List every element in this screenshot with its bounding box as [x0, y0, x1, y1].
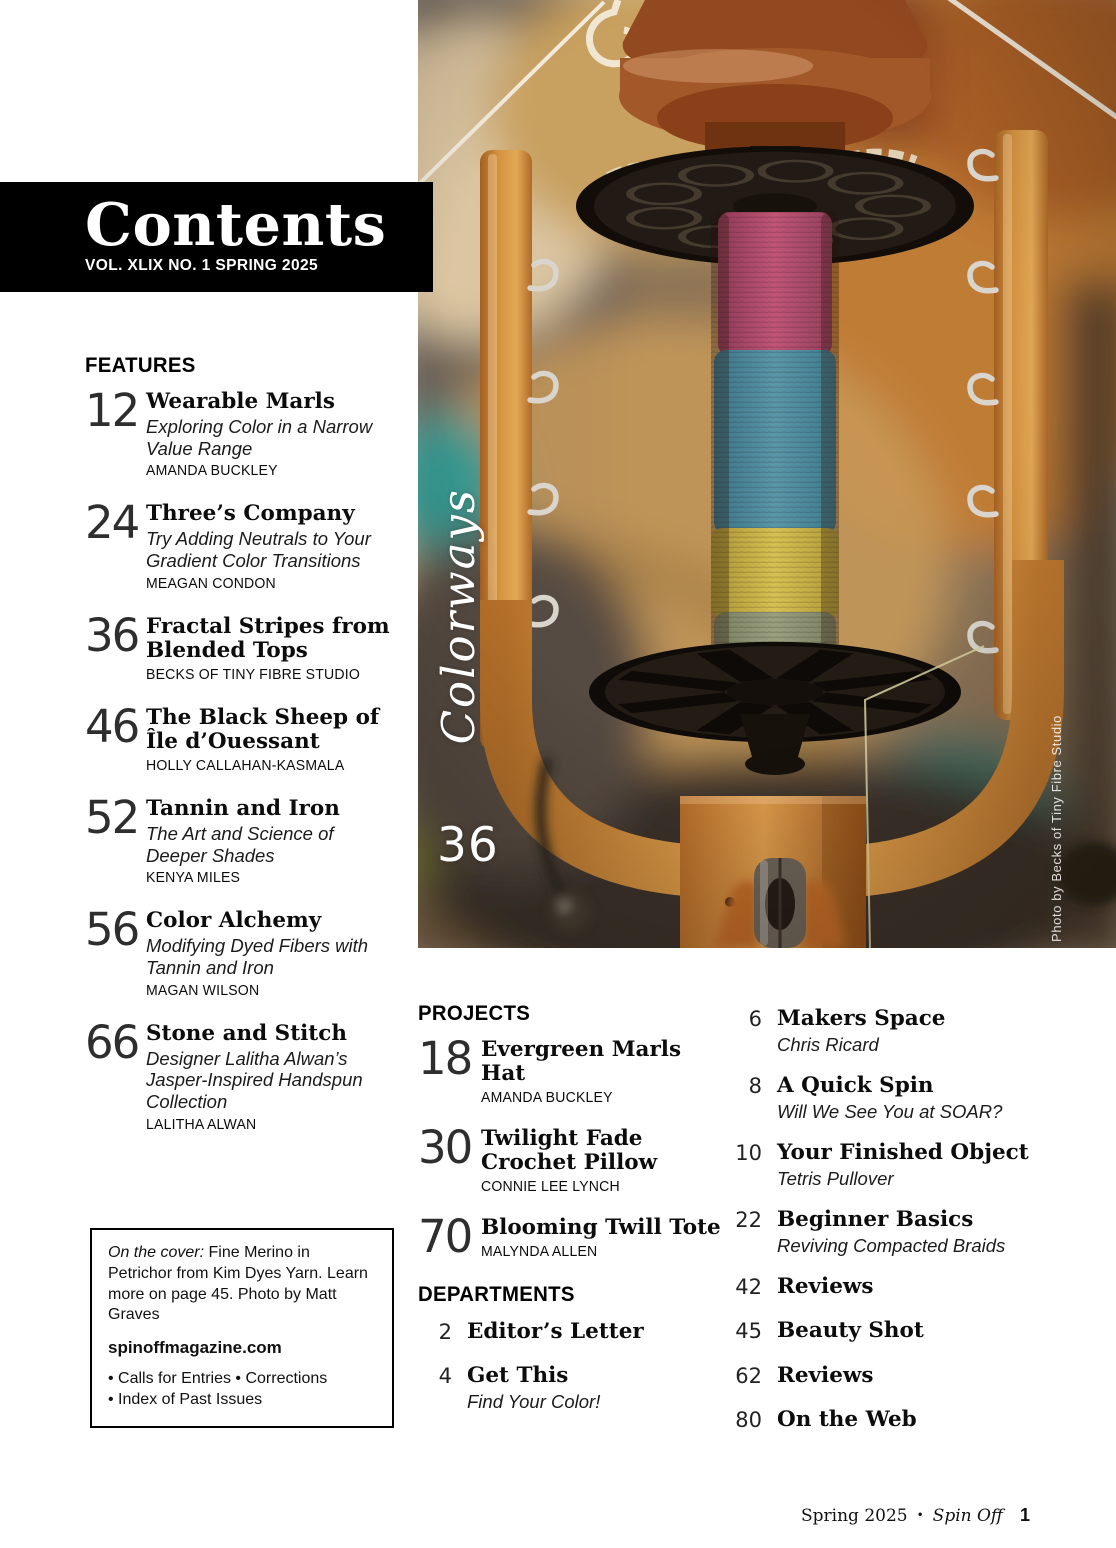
department-entry	[728, 1140, 1078, 1190]
entry-title: Beginner Basics	[777, 1206, 974, 1232]
entry-page-number: 45	[735, 1319, 762, 1344]
entry-page-number: 6	[748, 1007, 762, 1031]
features-section	[85, 354, 415, 1156]
entry-page-number: 22	[735, 1207, 762, 1232]
entry-page-number: 56	[85, 903, 139, 957]
entry-page-number: 62	[735, 1363, 762, 1388]
entry-page-number: 66	[85, 1015, 139, 1069]
entry-title: Beauty Shot	[777, 1318, 924, 1344]
entry-subtitle: Exploring Color in a Narrow Value Range	[146, 416, 373, 459]
departments-right-column	[728, 1006, 1078, 1451]
departments-heading: DEPARTMENTS	[418, 1283, 575, 1306]
department-entry	[418, 1319, 728, 1346]
department-entry	[728, 1407, 1078, 1434]
cover-prefix: On the cover:	[108, 1244, 205, 1261]
entry-page-number: 12	[85, 384, 139, 437]
department-entry	[418, 1363, 728, 1413]
entry-title: Fractal Stripes from Blended Tops	[146, 613, 390, 663]
project-entry	[418, 1032, 728, 1107]
photo-page-number: 36	[437, 818, 499, 873]
entry-title: The Black Sheep of Île d’Ouessant	[146, 704, 380, 754]
entry-page-number: 18	[418, 1032, 472, 1085]
feature-entry	[85, 496, 415, 592]
entry-title: Reviews	[777, 1362, 874, 1388]
feature-entry	[85, 608, 415, 683]
entry-page-number: 42	[735, 1274, 762, 1299]
entry-title: Reviews	[777, 1273, 874, 1299]
entry-page-number: 10	[735, 1140, 762, 1165]
masthead-banner	[0, 182, 433, 292]
entry-subtitle: Reviving Compacted Braids	[777, 1234, 1006, 1256]
cover-text: Fine Merino in Petrichor from Kim Dyes Yarn. Learn more on page 45. Photo by Matt Graves	[108, 1244, 368, 1324]
projects-heading: PROJECTS	[418, 1002, 531, 1025]
entry-subtitle: Tetris Pullover	[777, 1167, 894, 1189]
entry-page-number: 80	[735, 1407, 762, 1432]
entry-page-number: 2	[438, 1320, 452, 1344]
footer-magazine-name: Spin Off	[932, 1506, 1003, 1526]
departments-section	[418, 1283, 728, 1430]
entry-title: A Quick Spin	[777, 1072, 934, 1098]
entry-title: Three’s Company	[146, 501, 355, 527]
department-entry	[728, 1274, 1078, 1301]
entry-title: Wearable Marls	[146, 389, 335, 414]
entry-author: AMANDA BUCKLEY	[481, 1090, 613, 1107]
volume-line: VOL. XLIX NO. 1 SPRING 2025	[85, 257, 319, 274]
entry-page-number: 8	[748, 1073, 762, 1098]
department-entry	[728, 1318, 1078, 1345]
entry-title: On the Web	[777, 1406, 917, 1432]
entry-title: Stone and Stitch	[146, 1020, 347, 1046]
page-footer	[801, 1505, 1030, 1526]
footer-separator: •	[916, 1508, 924, 1522]
cover-bullets	[108, 1368, 376, 1410]
entry-title: Twilight Fade Crochet Pillow	[481, 1126, 658, 1176]
entry-author: MEAGAN CONDON	[146, 575, 276, 592]
entry-title: Blooming Twill Tote	[481, 1215, 721, 1241]
folio-page-number: 1	[1019, 1505, 1030, 1525]
feature-entry	[85, 1015, 415, 1133]
entry-page-number: 30	[418, 1121, 472, 1175]
cover-description	[108, 1243, 376, 1326]
entry-page-number: 46	[85, 699, 139, 753]
entry-author: BECKS OF TINY FIBRE STUDIO	[146, 666, 360, 683]
project-entry	[418, 1121, 728, 1196]
entry-author: MAGAN WILSON	[146, 982, 260, 999]
department-entry	[728, 1363, 1078, 1390]
entry-page-number: 70	[418, 1210, 472, 1264]
entry-title: Color Alchemy	[146, 908, 322, 934]
entry-author: AMANDA BUCKLEY	[146, 463, 278, 480]
entry-page-number: 36	[85, 608, 139, 662]
entry-title: Makers Space	[777, 1006, 946, 1031]
entry-subtitle: Modifying Dyed Fibers with Tannin and Iron	[146, 935, 369, 979]
spinning-wheel-illustration	[418, 0, 1116, 948]
entry-subtitle: Will We See You at SOAR?	[777, 1100, 1003, 1122]
entry-page-number: 24	[85, 496, 139, 550]
entry-author: CONNIE LEE LYNCH	[481, 1179, 620, 1196]
entry-subtitle: Designer Lalitha Alwan’s Jasper-Inspired Handspun Collection	[146, 1047, 363, 1113]
entry-title: Editor’s Letter	[467, 1319, 644, 1344]
entry-author: KENYA MILES	[146, 870, 241, 887]
magazine-url[interactable]: spinoffmagazine.com	[108, 1338, 282, 1358]
projects-section	[418, 1002, 728, 1281]
entry-title: Evergreen Marls Hat	[481, 1037, 682, 1087]
department-entry	[728, 1073, 1078, 1123]
entry-title: Get This	[467, 1363, 569, 1389]
entry-subtitle: Try Adding Neutrals to Your Gradient Color Transitions	[146, 528, 371, 572]
entry-subtitle: The Art and Science of Deeper Shades	[146, 823, 334, 866]
feature-entry	[85, 384, 415, 480]
features-heading: FEATURES	[85, 354, 196, 377]
entry-page-number: 4	[438, 1364, 452, 1389]
vignette	[418, 0, 1116, 948]
department-entry	[728, 1006, 1078, 1056]
footer-season: Spring 2025	[801, 1506, 908, 1526]
project-entry	[418, 1210, 728, 1264]
entry-subtitle: Find Your Color!	[467, 1391, 601, 1413]
feature-entry	[85, 791, 415, 887]
page-title: Contents	[85, 190, 387, 259]
entry-title: Tannin and Iron	[146, 796, 340, 822]
feature-entry	[85, 903, 415, 999]
feature-entry	[85, 699, 415, 775]
entry-title: Your Finished Object	[777, 1139, 1029, 1165]
department-entry	[728, 1207, 1078, 1257]
entry-author: MALYNDA ALLEN	[481, 1244, 598, 1261]
entry-author: LALITHA ALWAN	[146, 1116, 257, 1133]
cover-bullet: • Index of Past Issues	[108, 1391, 263, 1409]
entry-author: HOLLY CALLAHAN-KASMALA	[146, 758, 345, 775]
cover-bullet: • Calls for Entries • Corrections	[108, 1370, 328, 1388]
on-the-cover-box	[90, 1228, 394, 1428]
entry-subtitle: Chris Ricard	[777, 1033, 879, 1055]
photo-label-colorways: Colorways	[432, 488, 485, 745]
entry-page-number: 52	[85, 791, 139, 845]
cover-photo	[418, 0, 1116, 948]
photo-credit: Photo by Becks of Tiny Fibre Studio	[1049, 715, 1064, 942]
